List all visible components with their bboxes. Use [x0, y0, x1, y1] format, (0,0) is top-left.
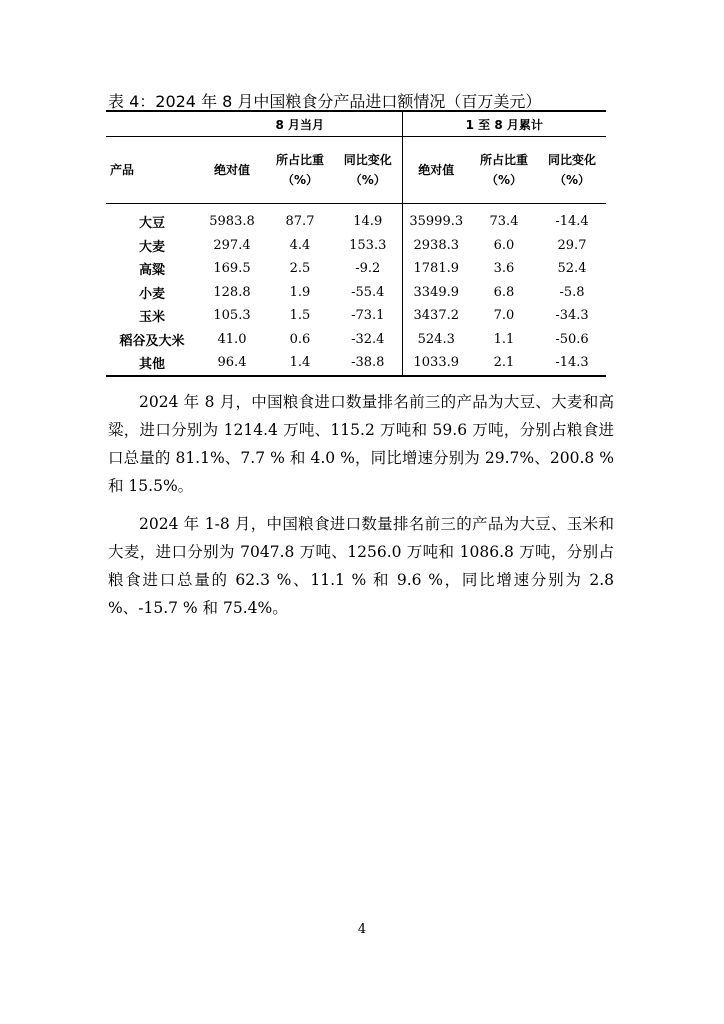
cell-c-yoy: -34.3 — [555, 308, 589, 324]
group-header-row — [106, 111, 606, 137]
cell-m-yoy: 153.3 — [349, 237, 387, 253]
group-header-month: 8 月当月 — [198, 111, 402, 137]
col-header-yoy-month: 同比变化 （%） — [334, 137, 402, 204]
cell-m-share: 87.7 — [285, 214, 315, 230]
cell-m-share: 1.9 — [289, 284, 311, 300]
cell-m-share: 1.5 — [289, 308, 311, 324]
cell-c-yoy: 29.7 — [557, 237, 587, 253]
cell-m-yoy: 14.9 — [353, 214, 383, 230]
cell-c-abs: 524.3 — [402, 328, 470, 352]
table-row — [106, 257, 606, 281]
cell-c-share: 6.8 — [493, 284, 515, 300]
cell-m-abs: 41.0 — [217, 331, 247, 347]
cell-m-yoy: -73.1 — [351, 308, 385, 324]
col-header-abs-month: 绝对值 — [198, 137, 266, 204]
cell-m-yoy: -32.4 — [351, 331, 385, 347]
cell-m-abs: 128.8 — [213, 284, 251, 300]
cell-c-abs: 3437.2 — [402, 304, 470, 328]
page-number: 4 — [357, 922, 367, 937]
paragraph-jan-aug: 2024 年 1-8 月，中国粮食进口数量排名前三的产品为大豆、玉米和大麦，进口分别为 7047.8 万吨、1256.0 万吨和 1086.8 万吨，分别占粮食进口总量的 62.3 %、11.1 % 和 9.6 %，同比增速分别为 2.8 %、-15.7 % 和 75.4%。 — [108, 515, 614, 617]
table-row — [106, 281, 606, 305]
table-row — [106, 304, 606, 328]
table-row — [106, 234, 606, 258]
cell-c-yoy: -5.8 — [559, 284, 585, 300]
cell-product: 稻谷及大米 — [119, 333, 185, 349]
cell-product: 玉米 — [138, 310, 165, 326]
group-header-blank — [106, 111, 198, 137]
paragraph-august: 2024 年 8 月，中国粮食进口数量排名前三的产品为大豆、大麦和高粱，进口分别为 1214.4 万吨、115.2 万吨和 59.6 万吨，分别占粮食进口总量的 81.1%、7.7 % 和 4.0 %，同比增速分别为 29.7%、200.8 % 和 15.5%。 — [108, 393, 614, 495]
table-row — [106, 328, 606, 352]
cell-c-share: 7.0 — [493, 308, 515, 324]
cell-m-abs: 5983.8 — [209, 214, 255, 230]
cell-c-abs: 35999.3 — [402, 204, 470, 234]
cell-m-share: 2.5 — [289, 261, 311, 277]
cell-c-yoy: -14.3 — [538, 351, 606, 376]
cell-product: 其他 — [106, 351, 198, 376]
cell-c-share: 3.6 — [493, 261, 515, 277]
cell-c-abs: 3349.9 — [402, 281, 470, 305]
table-row — [106, 351, 606, 376]
cell-m-abs: 105.3 — [213, 308, 251, 324]
cell-product: 小麦 — [138, 286, 165, 302]
table-title: 表 4：2024 年 8 月中国粮食分产品进口额情况（百万美元） — [108, 92, 542, 111]
cell-c-abs: 1781.9 — [402, 257, 470, 281]
cell-product: 大豆 — [138, 216, 165, 232]
cell-c-yoy: -14.4 — [555, 214, 589, 230]
col-header-abs-cumulative: 绝对值 — [402, 137, 470, 204]
cell-m-abs: 169.5 — [213, 261, 251, 277]
cell-m-yoy: -38.8 — [334, 351, 402, 376]
table-row — [106, 204, 606, 234]
cell-c-abs: 1033.9 — [402, 351, 470, 376]
col-header-product: 产品 — [106, 137, 198, 204]
column-header-row — [106, 137, 606, 204]
import-value-table — [106, 110, 606, 377]
cell-m-abs: 297.4 — [213, 237, 251, 253]
cell-m-yoy: -9.2 — [355, 261, 381, 277]
cell-c-share: 73.4 — [489, 214, 519, 230]
cell-c-share: 2.1 — [470, 351, 538, 376]
group-header-cumulative: 1 至 8 月累计 — [402, 111, 606, 137]
col-header-share-month: 所占比重 （%） — [266, 137, 334, 204]
cell-m-share: 4.4 — [289, 237, 311, 253]
cell-c-abs: 2938.3 — [402, 234, 470, 258]
cell-product: 大麦 — [138, 239, 165, 255]
col-header-share-cumulative: 所占比重 （%） — [470, 137, 538, 204]
cell-m-abs: 96.4 — [198, 351, 266, 376]
col-header-yoy-cumulative: 同比变化 （%） — [538, 137, 606, 204]
cell-c-share: 1.1 — [493, 331, 515, 347]
cell-c-yoy: -50.6 — [555, 331, 589, 347]
cell-c-share: 6.0 — [493, 237, 515, 253]
cell-c-yoy: 52.4 — [557, 261, 587, 277]
cell-m-share: 0.6 — [289, 331, 311, 347]
cell-m-share: 1.4 — [266, 351, 334, 376]
cell-product: 高粱 — [138, 263, 165, 279]
cell-m-yoy: -55.4 — [351, 284, 385, 300]
